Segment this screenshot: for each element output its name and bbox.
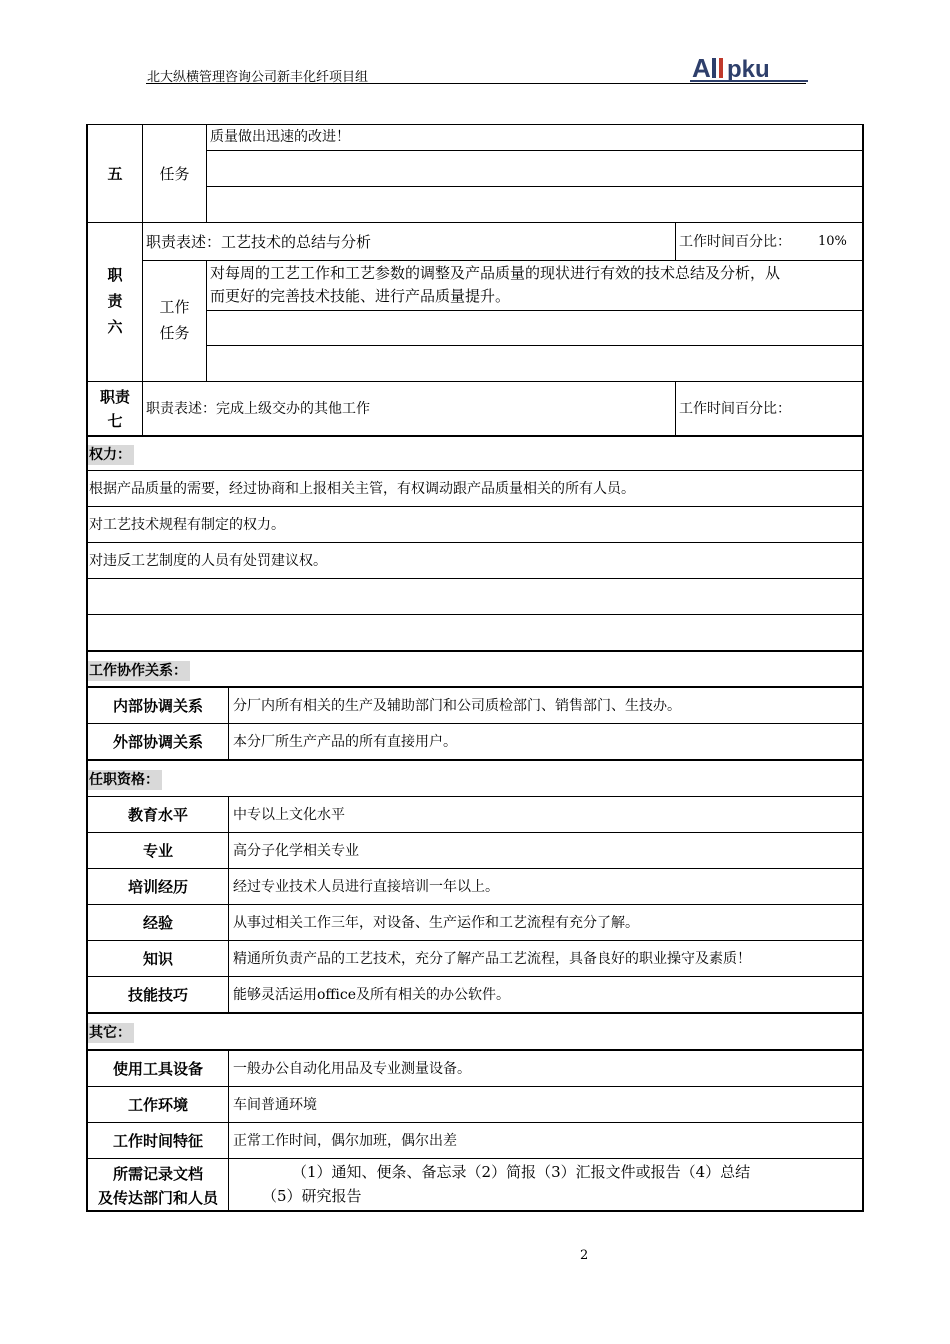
qualification-label-education: 教育水平	[127, 806, 188, 824]
svg-text:pku: pku	[727, 56, 770, 83]
relations-value-internal: 分厂内所有相关的生产及辅助部门和公司质检部门、销售部门、生技办。	[233, 698, 681, 714]
duty6-task-label: 工作 任务	[159, 298, 190, 342]
duty7-time-label: 工作时间百分比：	[679, 401, 791, 417]
duty7-label: 职责 七	[99, 388, 130, 430]
other-records-line-2: （5）研究报告	[262, 1187, 362, 1205]
other-label-records: 所需记录文档 及传达部门和人员	[97, 1165, 218, 1207]
other-records-line-1: （1）通知、便条、备忘录（2）简报（3）汇报文件或报告（4）总结	[292, 1163, 751, 1181]
duty6-task-line-2: 而更好的完善技术技能、进行产品质量提升。	[210, 287, 511, 305]
relations-label-external: 外部协调关系	[112, 733, 203, 751]
qualification-value-education: 中专以上文化水平	[233, 807, 345, 823]
qualification-label-major: 专业	[142, 842, 173, 860]
qualification-label-skills: 技能技巧	[127, 986, 188, 1004]
relations-section-title: 工作协作关系：	[88, 661, 190, 681]
other-section-title: 其它：	[88, 1023, 134, 1043]
duty6-time-value: 10%	[818, 234, 847, 249]
qualification-label-training: 培训经历	[127, 878, 188, 896]
allpku-logo	[690, 52, 808, 84]
other-value-environment: 车间普通环境	[233, 1097, 317, 1113]
duty6-label: 职 责 六	[107, 266, 123, 336]
duty6-task-line-1: 对每周的工艺工作和工艺参数的调整及产品质量的现状进行有效的技术总结及分析，从	[210, 264, 781, 282]
duty5-task-line-1: 质量做出迅速的改进！	[210, 129, 350, 145]
other-value-tools: 一般办公自动化用品及专业测量设备。	[233, 1061, 471, 1077]
qualification-value-skills: 能够灵活运用office及所有相关的办公软件。	[233, 987, 510, 1003]
header-title: 北大纵横管理咨询公司新丰化纤项目组	[147, 70, 369, 85]
table-bottom-border	[86, 1210, 863, 1212]
power-item-1: 根据产品质量的需要，经过协商和上报相关主管，有权调动跟产品质量相关的所有人员。	[89, 481, 635, 497]
qualification-value-major: 高分子化学相关专业	[233, 843, 359, 859]
qualification-value-training: 经过专业技术人员进行直接培训一年以上。	[233, 879, 499, 895]
qualification-value-knowledge: 精通所负责产品的工艺技术，充分了解产品工艺流程，具备良好的职业操守及素质！	[233, 951, 751, 967]
qualifications-section-title: 任职资格：	[88, 770, 162, 790]
power-item-3: 对违反工艺制度的人员有处罚建议权。	[89, 553, 327, 569]
duty7-statement: 职责表述：完成上级交办的其他工作	[146, 401, 370, 417]
duty5-task-label: 任务	[159, 164, 190, 183]
power-item-2: 对工艺技术规程有制定的权力。	[89, 517, 285, 533]
duty5-number: 五	[107, 164, 123, 183]
relations-value-external: 本分厂所生产产品的所有直接用户。	[233, 734, 457, 750]
duty6-statement: 职责表述：工艺技术的总结与分析	[146, 233, 372, 251]
qualification-label-experience: 经验	[142, 914, 173, 932]
qualification-label-knowledge: 知识	[142, 950, 173, 968]
power-section-title: 权力：	[88, 445, 134, 465]
other-value-work-time: 正常工作时间，偶尔加班，偶尔出差	[233, 1133, 457, 1149]
other-label-tools: 使用工具设备	[112, 1060, 203, 1078]
svg-text:A: A	[692, 53, 711, 83]
duty6-time-label: 工作时间百分比：	[679, 234, 791, 250]
qualification-value-experience: 从事过相关工作三年，对设备、生产运作和工艺流程有充分了解。	[233, 915, 639, 931]
relations-label-internal: 内部协调关系	[112, 697, 203, 715]
other-label-environment: 工作环境	[127, 1096, 188, 1114]
other-label-work-time: 工作时间特征	[112, 1132, 203, 1150]
page-number: 2	[580, 1248, 589, 1263]
